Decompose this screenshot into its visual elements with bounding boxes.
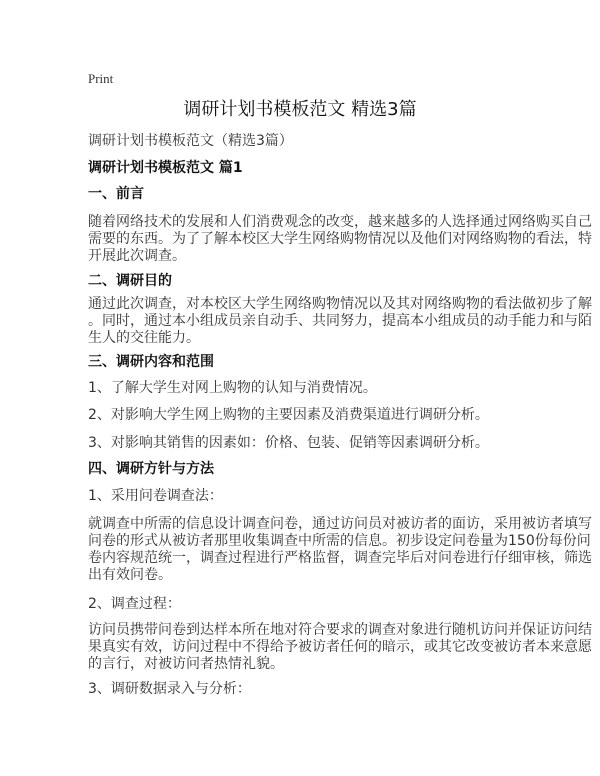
list-item: 2、对影响大学生网上购物的主要因素及消费渠道进行调研分析。 xyxy=(88,407,489,423)
page-title: 调研计划书模板范文 精选3篇 xyxy=(183,99,417,120)
text-line: 出有效问卷。 xyxy=(88,567,172,583)
article-heading: 调研计划书模板范文 篇1 xyxy=(88,160,243,176)
text-line: 随着网络技术的发展和人们消费观念的改变，越来越多的人选择通过网络购买自己 xyxy=(88,214,592,230)
text-line: 需要的东西。为了了解本校区大学生网络购物情况以及他们对网络购物的看法，特 xyxy=(88,231,592,247)
section-heading-scope: 三、调研内容和范围 xyxy=(88,354,214,370)
text-line: 就调查中所需的信息设计调查问卷，通过访问员对被访者的面访，采用被访者填写 xyxy=(88,516,592,532)
text-line: 的言行，对被访问者热情礼貌。 xyxy=(88,656,284,672)
list-item: 1、了解大学生对网上购物的认知与消费情况。 xyxy=(88,380,377,396)
text-line: 访问员携带问卷到达样本所在地对符合要求的调查对象进行随机访问并保证访问结 xyxy=(88,622,592,638)
text-line: 开展此次调查。 xyxy=(88,248,186,264)
text-line: 果真实有效，访问过程中不得给予被访者任何的暗示，或其它改变被访者本来意愿 xyxy=(88,639,592,655)
text-line: 通过此次调查，对本校区大学生网络购物情况以及其对网络购物的看法做初步了解 xyxy=(88,296,592,312)
print-link[interactable]: Print xyxy=(88,71,114,86)
text-line: 。同时，通过本小组成员亲自动手、共同努力，提高本小组成员的动手能力和与陌 xyxy=(88,313,592,329)
paragraph-questionnaire xyxy=(88,516,592,584)
subheading-questionnaire: 1、采用问卷调查法： xyxy=(88,488,223,504)
paragraph-purpose xyxy=(88,296,592,347)
paragraph-preface xyxy=(88,214,592,265)
text-line: 卷内容规范统一，调查过程进行严格监督，调查完毕后对问卷进行仔细审核，筛选 xyxy=(88,550,592,566)
subheading-process: 2、调查过程： xyxy=(88,596,181,612)
paragraph-process xyxy=(88,622,592,673)
section-heading-preface: 一、前言 xyxy=(88,186,144,202)
section-heading-purpose: 二、调研目的 xyxy=(88,273,172,289)
text-line: 问卷的形式从被访者那里收集调查中所需的信息。初步设定问卷量为150份每份问 xyxy=(88,533,591,549)
subheading-data-analysis: 3、调研数据录入与分析： xyxy=(88,681,251,697)
text-line: 生人的交往能力。 xyxy=(88,330,200,346)
section-heading-methods: 四、调研方针与方法 xyxy=(88,461,214,477)
subtitle: 调研计划书模板范文（精选3篇） xyxy=(88,133,293,149)
list-item: 3、对影响其销售的因素如：价格、包装、促销等因素调研分析。 xyxy=(88,435,489,451)
